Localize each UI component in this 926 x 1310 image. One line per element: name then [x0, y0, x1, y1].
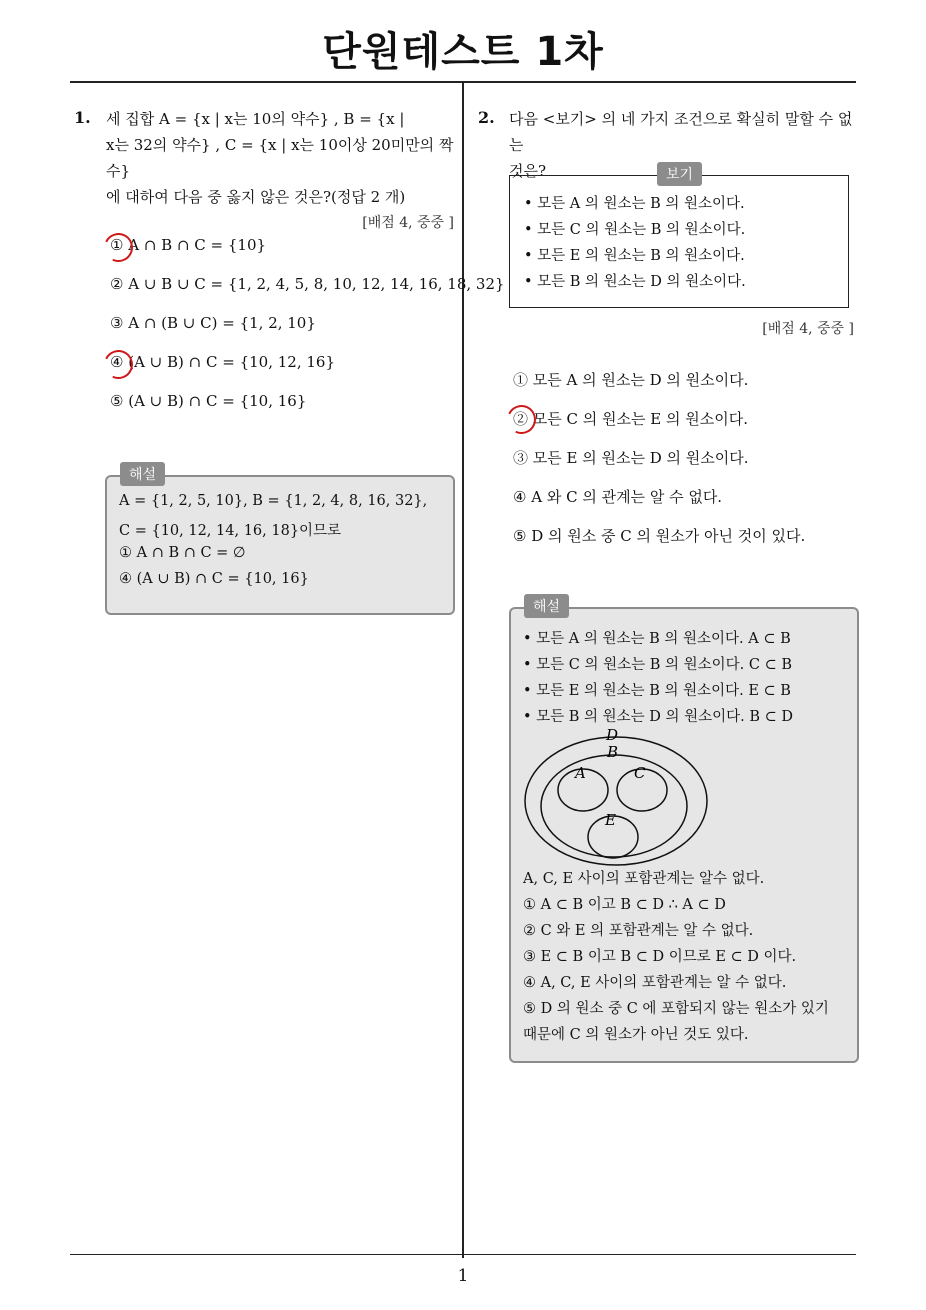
column-divider: [462, 83, 464, 1258]
q2-solution-line: ② C 와 E 의 포함관계는 알 수 없다.: [523, 923, 754, 939]
q2-solution-label: 해설: [524, 594, 569, 618]
q2-solution-line: ④ A, C, E 사이의 포함관계는 알 수 없다.: [523, 975, 787, 991]
question-1-number: 1.: [74, 108, 91, 127]
venn-set-b: [541, 755, 687, 857]
question-2-line: 다음 <보기> 의 네 가지 조건으로 확실히 말할 수 없는: [509, 110, 853, 154]
q2-solution-line: • 모든 A 의 원소는 B 의 원소이다. A ⊂ B: [523, 631, 791, 647]
question-1-line: 세 집합 A = {x | x는 10의 약수} , B = {x |: [106, 110, 405, 128]
question-1-score: [배점 4, 중중 ]: [362, 215, 454, 231]
question-1-line: 에 대하여 다음 중 옳지 않은 것은?(정답 2 개): [106, 188, 406, 206]
venn-diagram: [521, 727, 721, 867]
q2-condition: • 모든 C 의 원소는 B 의 원소이다.: [524, 222, 746, 238]
venn-label-e: E: [605, 811, 616, 829]
q2-solution-line: • 모든 C 의 원소는 B 의 원소이다. C ⊂ B: [523, 657, 792, 673]
page-title: 단원테스트 1차: [322, 29, 604, 75]
q2-option-2[interactable]: ② 모든 C 의 원소는 E 의 원소이다.: [513, 410, 748, 428]
bottom-divider: [70, 1254, 856, 1255]
q2-solution-line: 때문에 C 의 원소가 아닌 것도 있다.: [523, 1027, 749, 1043]
q1-solution-box: [105, 475, 455, 615]
q1-option-3[interactable]: ③ A ∩ (B ∪ C) = {1, 2, 10}: [110, 314, 316, 332]
q2-solution-line: • 모든 B 의 원소는 D 의 원소이다. B ⊂ D: [523, 709, 794, 725]
q2-solution-line: A, C, E 사이의 포함관계는 알수 없다.: [523, 871, 765, 887]
q1-option-1[interactable]: ① A ∩ B ∩ C = {10}: [110, 236, 267, 254]
venn-label-d: D: [606, 727, 619, 744]
venn-label-b: B: [607, 743, 619, 761]
answer-mark-icon: [100, 346, 137, 383]
q1-solution-line: ① A ∩ B ∩ C = ∅: [119, 545, 246, 561]
q2-solution-box: [509, 607, 859, 1063]
page-number: 1: [457, 1266, 469, 1286]
venn-label-a: A: [575, 764, 586, 782]
question-2-number: 2.: [478, 108, 495, 127]
q2-option-4[interactable]: ④ A 와 C 의 관계는 알 수 없다.: [513, 488, 723, 506]
question-2-score: [배점 4, 중중 ]: [762, 321, 854, 337]
q2-solution-line: ① A ⊂ B 이고 B ⊂ D ∴ A ⊂ D: [523, 897, 726, 913]
q2-option-1[interactable]: ① 모든 A 의 원소는 D 의 원소이다.: [513, 371, 749, 389]
question-1-text: [106, 106, 454, 236]
q2-box-label: 보기: [657, 162, 702, 186]
q2-solution-line: • 모든 E 의 원소는 B 의 원소이다. E ⊂ B: [523, 683, 791, 699]
q2-condition: • 모든 E 의 원소는 B 의 원소이다.: [524, 248, 745, 264]
q1-option-5[interactable]: ⑤ (A ∪ B) ∩ C = {10, 16}: [110, 392, 307, 410]
q1-option-2[interactable]: ② A ∪ B ∪ C = {1, 2, 4, 5, 8, 10, 12, 14, 16, 18, 32}: [110, 275, 505, 293]
question-2-line: 것은?: [509, 162, 547, 180]
q2-solution-line: ③ E ⊂ B 이고 B ⊂ D 이므로 E ⊂ D 이다.: [523, 949, 797, 965]
question-1-line: x는 32의 약수} , C = {x | x는 10이상 20미만의 짝수}: [106, 136, 454, 180]
q1-solution-line: ④ (A ∪ B) ∩ C = {10, 16}: [119, 571, 309, 587]
q2-condition: • 모든 B 의 원소는 D 의 원소이다.: [524, 274, 746, 290]
venn-label-c: C: [634, 764, 646, 782]
q1-solution-label: 해설: [120, 462, 165, 486]
q1-option-4[interactable]: ④ (A ∪ B) ∩ C = {10, 12, 16}: [110, 353, 335, 371]
q2-option-5[interactable]: ⑤ D 의 원소 중 C 의 원소가 아닌 것이 있다.: [513, 527, 806, 545]
q2-option-3[interactable]: ③ 모든 E 의 원소는 D 의 원소이다.: [513, 449, 749, 467]
q1-solution-line: C = {10, 12, 14, 16, 18}이므로: [119, 523, 342, 539]
answer-mark-icon: [503, 401, 540, 438]
q1-solution-line: A = {1, 2, 5, 10}, B = {1, 2, 4, 8, 16, 32},: [119, 493, 428, 509]
q2-condition-box: [509, 175, 849, 308]
q2-solution-line: ⑤ D 의 원소 중 C 에 포함되지 않는 원소가 있기: [523, 1001, 829, 1017]
q2-condition: • 모든 A 의 원소는 B 의 원소이다.: [524, 196, 745, 212]
